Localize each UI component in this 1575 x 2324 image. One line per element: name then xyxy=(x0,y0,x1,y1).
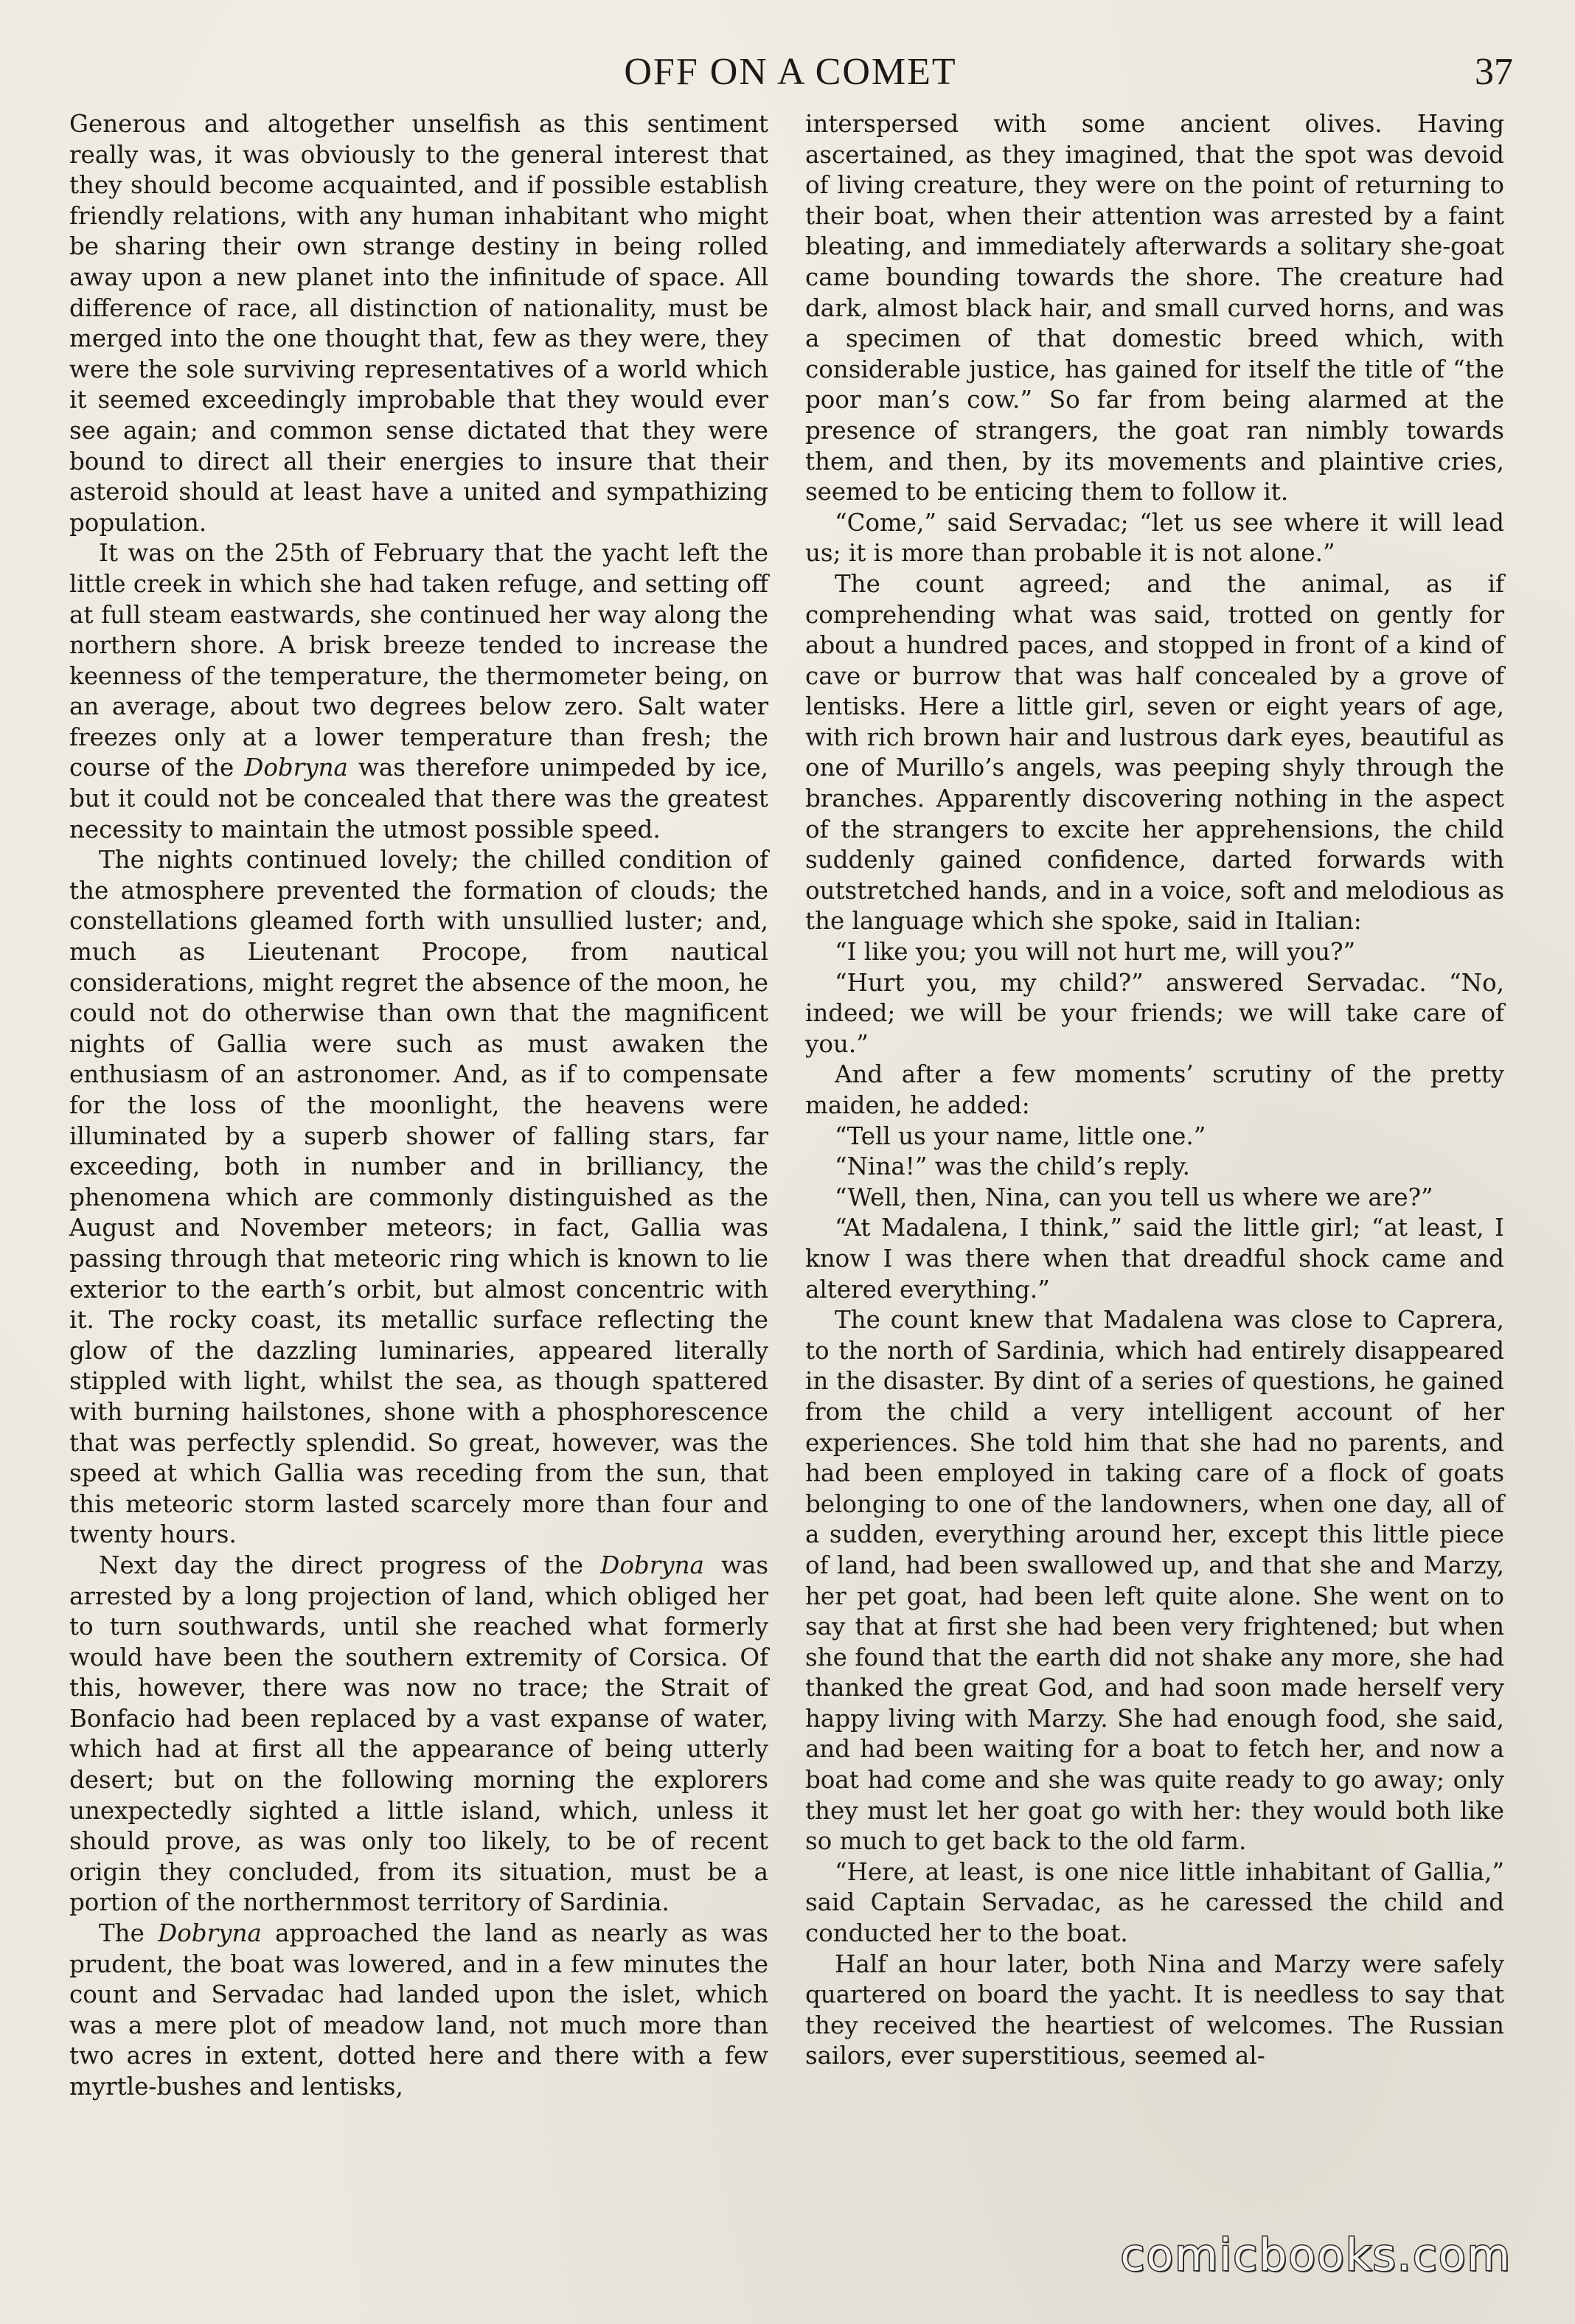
paragraph: “At Madalena, I think,” said the little girl; “at least, I know I was there when that dreadful shock came and altered everything.” xyxy=(805,1214,1504,1304)
paragraph: The count knew that Madalena was close to Caprera, to the north of Sardinia, which had entirely disappeared in the disaster. By dint of a series of questions, he gained from the child a very intelligent account of her experiences. She told him that she had no parents, and had been employed in taking care of a flock of goats belonging to one of the landowners, when one day, all of a sudden, everything around her, except this little piece of land, had been swallowed up, and that she and Marzy, her pet goat, had been left quite alone. She went on to say that at first she had been very frightened; but when she found that the earth did not shake any more, she had thanked the great God, and had soon made herself very happy living with Marzy. She had enough food, she said, and had been waiting for a boat to fetch her, and now a boat had come and she was quite ready to go away; only they must let her goat go with her: they would both like so much to get back to the old farm. xyxy=(805,1306,1504,1856)
paragraph: It was on the 25th of February that the yacht left the little creek in which she had taken refuge, and setting off at full steam eastwards, she continued her way along the northern shore. A brisk breeze tended to increase the keenness of the temperature, the thermometer being, on an average, about two degrees below zero. Salt water freezes only at a lower temperature than fresh; the course of the Dobryna was therefore unimpeded by ice, but it could not be concealed that there was the greatest necessity to maintain the utmost possible speed. xyxy=(69,539,768,843)
left-text-column xyxy=(69,109,768,2103)
paragraph: “Come,” said Servadac; “let us see where it will lead us; it is more than probable it is not alone.” xyxy=(805,508,1504,568)
paragraph: interspersed with some ancient olives. Having ascertained, as they imagined, that the spot was devoid of living creature, they were on the point of returning to their boat, when their attention was arrested by a faint bleating, and immediately afterwards a solitary she-goat came bounding towards the shore. The creature had dark, almost black hair, and small curved horns, and was a specimen of that domestic breed which, with considerable justice, has gained for itself the title of “the poor man’s cow.” So far from being alarmed at the presence of strangers, the goat ran nimbly towards them, and then, by its movements and plaintive cries, seemed to be enticing them to follow it. xyxy=(805,110,1504,507)
paragraph: Next day the direct progress of the Dobryna was arrested by a long projection of land, which obliged her to turn southwards, until she reached what formerly would have been the southern extremity of Corsica. Of this, however, there was now no trace; the Strait of Bonfacio had been replaced by a vast expanse of water, which had at first all the appearance of being utterly desert; but on the following morning the explorers unexpectedly sighted a little island, which, unless it should prove, as was only too likely, to be of recent origin they concluded, from its situation, must be a portion of the northernmost territory of Sardinia. xyxy=(69,1551,768,1917)
paragraph: “Hurt you, my child?” answered Servadac. “No, indeed; we will be your friends; we will take care of you.” xyxy=(805,968,1504,1058)
watermark-logo: comicbooks.com xyxy=(1120,2230,1512,2281)
page-number: 37 xyxy=(1475,51,1513,93)
paragraph: “I like you; you will not hurt me, will you?” xyxy=(835,938,1356,967)
paragraph: The count agreed; and the animal, as if comprehending what was said, trotted on gently for about a hundred paces, and stopped in front of a kind of cave or burrow that was half concealed by a grove of lentisks. Here a little girl, seven or eight years of age, with rich brown hair and lustrous dark eyes, beautiful as one of Murillo’s angels, was peeping shyly through the branches. Apparently discovering nothing in the aspect of the strangers to excite her apprehensions, the child suddenly gained confidence, darted forwards with outstretched hands, and in a voice, soft and melodious as the language which she spoke, said in Italian: xyxy=(805,569,1504,936)
paragraph: “Tell us your name, little one.” xyxy=(835,1121,1206,1150)
paragraph: “Here, at least, is one nice little inhabitant of Gallia,” said Captain Servadac, as he caressed the child and conducted her to the boat. xyxy=(805,1857,1504,1948)
page-header xyxy=(68,50,1513,102)
paragraph: Generous and altogether unselfish as this sentiment really was, it was obviously to the general interest that they should become acquainted, and if possible establish friendly relations, with any human inhabitant who might be sharing their own strange destiny in being rolled away upon a new planet into the infinitude of space. All difference of race, all distinction of nationality, must be merged into the one thought that, few as they were, they were the sole surviving representatives of a world which it seemed exceedingly improbable that they would ever see again; and common sense dictated that they were bound to direct all their energies to insure that their asteroid should at least have a united and sympathizing population. xyxy=(69,110,768,537)
paragraph: The Dobryna approached the land as nearly as was prudent, the boat was lowered, and in a few minutes the count and Servadac had landed upon the islet, which was a mere plot of meadow land, not much more than two acres in extent, dotted here and there with a few myrtle-bushes and lentisks, xyxy=(69,1919,768,2101)
running-title: OFF ON A COMET xyxy=(624,51,957,93)
paragraph: “Well, then, Nina, can you tell us where we are?” xyxy=(835,1183,1433,1211)
right-text-column xyxy=(805,109,1504,2072)
paragraph: The nights continued lovely; the chilled condition of the atmosphere prevented the formation of clouds; the constellations gleamed forth with unsullied luster; and, much as Lieutenant Procope, from nautical considerations, might regret the absence of the moon, he could not do otherwise than own that the magnificent nights of Gallia were such as must awaken the enthusiasm of an astronomer. And, as if to compensate for the loss of the moonlight, the heavens were illuminated by a superb shower of falling stars, far exceeding, both in number and in brilliancy, the phenomena which are commonly distinguished as the August and November meteors; in fact, Gallia was passing through that meteoric ring which is known to lie exterior to the earth’s orbit, but almost concentric with it. The rocky coast, its metallic surface reflecting the glow of the dazzling luminaries, appeared literally stippled with light, whilst the sea, as though spattered with burning hailstones, shone with a phosphorescence that was perfectly splendid. So great, however, was the speed at which Gallia was receding from the sun, that this meteoric storm lasted scarcely more than four and twenty hours. xyxy=(69,846,768,1549)
paragraph: And after a few moments’ scrutiny of the pretty maiden, he added: xyxy=(805,1060,1504,1119)
paragraph: “Nina!” was the child’s reply. xyxy=(835,1152,1190,1181)
paragraph: Half an hour later, both Nina and Marzy were safely quartered on board the yacht. It is needless to say that they received the heartiest of welcomes. The Russian sailors, ever superstitious, seemed al- xyxy=(805,1949,1504,2070)
